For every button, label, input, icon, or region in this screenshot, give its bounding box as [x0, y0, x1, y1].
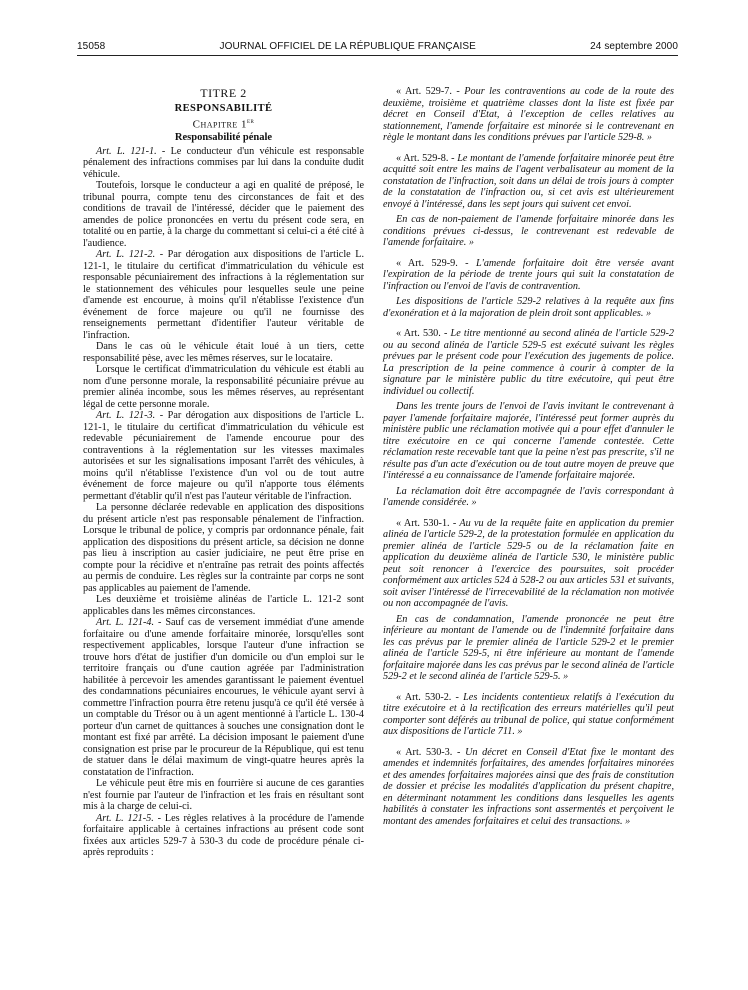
responsabilite-heading: RESPONSABILITÉ	[174, 102, 273, 114]
article-reference: Art. L. 121-4.	[96, 617, 155, 629]
paragraph-text: - Sauf cas de versement immédiat d'une amende forfaitaire ou d'une amende forfaitaire minorée, lorsqu'elles sont respectivement applicables, lorsque l'auteur d'une infraction se trouve hors d'état de justifier d'un domicile ou d'un emploi sur le territoire français ou d'une caution agréée par l'administration habilitée à percevoir les amendes garantissant le paiement éventuel des condamnations pécuniaires encourues, le véhicule ayant servi à commettre l'infraction pourra être retenu jusqu'à ce qu'il été versée à un comptable du Trésor ou à un agent mentionné à l'article L. 130-4 porteur d'un carnet de quittances à souches une consignation dont le montant est fixé par arrêté. La décision imposant le paiement d'une consignation est prise par le procureur de la République, qui est tenu de statuer dans le délai maximum de vingt-quatre heures après la constatation de l'infraction.	[83, 617, 364, 778]
chapitre-sup: er	[246, 117, 255, 125]
titre-heading: TITRE 2	[200, 86, 247, 100]
page-number: 15058	[77, 40, 106, 52]
right-column	[383, 86, 674, 836]
paragraph: Le véhicule peut être mis en fourrière si aucune de ces garanties n'est fournie par l'auteur de l'infraction et les frais en résultant sont mis à la charge de celui-ci.	[83, 778, 364, 813]
article-reference: « Art. 529-7.	[396, 86, 452, 97]
paragraph: Dans les trente jours de l'envoi de l'avis invitant le contrevenant à payer l'amende forfaitaire majorée, l'intéressé peut former auprès du ministère public une réclamation motivée qui a pour effet d'annuler le titre exécutoire en ce qui concerne l'amende contestée. Cette réclamation reste recevable tant que la peine n'est pas prescrite, s'il ne résulte pas d'un acte d'exécution ou de tout autre moyen de preuve que l'intéressé a eu connaissance de l'amende forfaitaire majorée.	[383, 401, 674, 481]
page-header	[77, 38, 678, 54]
article-paragraph	[83, 410, 364, 502]
article-paragraph	[383, 692, 674, 738]
paragraph-text: - Par dérogation aux dispositions de l'article L. 121-1, le titulaire du certificat d'immatriculation du véhicule est responsable pécuniairement des infractions à la réglementation sur le stationnement des véhicules pour lesquelles seule une peine d'amende est encourue, à moins qu'il n'établisse l'existence d'un événement de force majeure ou qu'il ne fournisse des renseignements permettant d'identifier l'auteur véritable de l'infraction.	[83, 249, 364, 341]
paragraph-text: - Les règles relatives à la procédure de l'amende forfaitaire applicable à certaines infractions au présent code sont fixées aux articles 529-7 à 530-3 du code de procédure pénale ci-après reproduits :	[83, 812, 364, 859]
article-paragraph	[383, 747, 674, 828]
article-reference: Art. L. 121-2.	[96, 249, 156, 261]
paragraph-text: - Le titre mentionné au second alinéa de l'article 529-2 ou au second alinéa de l'article 529-5 est exécuté suivant les règles prévues par le présent code pour l'exécution des jugements de police. La prescription de la peine commence à courir à compter de la signature par le ministère public du titre exécutoire, qui peut être individuel ou collectif.	[383, 328, 674, 397]
article-reference: Art. L. 121-5.	[96, 812, 154, 824]
header-rule	[77, 55, 678, 56]
article-reference: « Art. 530-1.	[396, 517, 450, 529]
article-reference: Art. L. 121-1.	[96, 145, 157, 157]
article-paragraph	[383, 153, 674, 211]
publication-date: 24 septembre 2000	[590, 40, 678, 52]
left-column	[83, 86, 364, 859]
section-heading: Responsabilité pénale	[174, 132, 273, 144]
article-reference: « Art. 530.	[396, 328, 441, 339]
paragraph-text: - Pour les contraventions au code de la route des deuxième, troisième et quatrième classes dont la liste est fixée par décret en Conseil d'Etat, à l'exception de celles relatives au stationnement, l'amende forfaitaire est minorée si le contrevenant en règle le montant dans les conditions prévues par l'article 529-8. »	[383, 86, 674, 143]
paragraph: Dans le cas où le véhicule était loué à un tiers, cette responsabilité pèse, avec les mêmes réserves, sur le locataire.	[83, 341, 364, 364]
paragraph-text: - Le montant de l'amende forfaitaire minorée peut être acquitté soit entre les mains de l'agent verbalisateur au moment de la constatation de l'infraction, soit dans un délai de trois jours à compter de la constatation de l'infraction ou, si cet avis est ultérieurement envoyé à l'intéressé, dans les sept jours qui suivent cet envoi.	[383, 152, 674, 210]
article-reference: « Art. 529-9.	[396, 257, 458, 269]
paragraph-text: - Le conducteur d'un véhicule est responsable pénalement des infractions commises par lui dans la conduite dudit véhicule.	[83, 145, 364, 180]
paragraph: Les deuxième et troisième alinéas de l'article L. 121-2 sont applicables dans les mêmes circonstances.	[83, 594, 364, 617]
article-reference: « Art. 530-2.	[396, 691, 452, 703]
article-paragraph	[383, 518, 674, 610]
paragraph: La réclamation doit être accompagnée de l'avis correspondant à l'amende considérée. »	[383, 485, 674, 508]
paragraph: Lorsque le certificat d'immatriculation du véhicule est établi au nom d'une personne morale, la responsabilité pécuniaire prévue au premier alinéa incombe, sous les mêmes réserves, au représentant légal de cette personne morale.	[83, 364, 364, 410]
paragraph-text: - Les incidents contentieux relatifs à l'exécution du titre exécutoire et à la rectification des erreurs matérielles qu'il peut comporter sont déférés au tribunal de police, qui statue conformément aux dispositions de l'article 711. »	[383, 691, 674, 737]
paragraph: Les dispositions de l'article 529-2 relatives à la requête aux fins d'exonération et à la majoration de plein droit sont applicables. »	[383, 296, 674, 319]
chapitre-label: Chapitre 1	[192, 118, 247, 131]
article-paragraph	[83, 146, 364, 181]
paragraph-text: - Par dérogation aux dispositions de l'article L. 121-1, le titulaire du certificat d'immatriculation du véhicule est redevable pécuniairement de l'amende encourue pour des contraventions à la réglementation sur les vitesses maximales autorisées et sur les signalisations imposant l'arrêt des véhicules, à moins qu'il n'établisse l'existence d'un vol ou de tout autre événement de force majeure ou qu'il n'apporte tous éléments permettant d'établir qu'il n'est pas l'auteur véritable de l'infraction.	[83, 410, 364, 502]
paragraph: En cas de condamnation, l'amende prononcée ne peut être inférieure au montant de l'amende ou de l'indemnité forfaitaire dans les cas prévus par le premier alinéa de l'article 529-2 et le premier alinéa de l'article 529-5, ni être inférieure au montant de l'amende forfaitaire majorée dans les cas prévus par le second alinéa de l'article 529-2 et le second alinéa de l'article 529-5. »	[383, 613, 674, 682]
paragraph-text: - L'amende forfaitaire doit être versée avant l'expiration de la période de trente jours qui suit la constatation de l'infraction ou l'envoi de l'avis de contravention.	[383, 257, 674, 292]
article-reference: « Art. 529-8.	[396, 152, 449, 164]
paragraph: La personne déclarée redevable en application des dispositions du présent article n'est pas responsable pénalement de l'infraction. Lorsque le tribunal de police, y compris par ordonnance pénale, fait application des dispositions du présent article, sa décision ne donne pas lieu à inscription au casier judiciaire, ne peut être prise en compte pour la récidive et n'entraîne pas retrait des points affectés au permis de conduire. Les règles sur la contrainte par corps ne sont pas applicables au paiement de l'amende.	[83, 502, 364, 594]
paragraph-text: - Au vu de la requête faite en application du premier alinéa de l'article 529-2, de la protestation formulée en application du premier alinéa de l'article 529-5 ou de la réclamation faite en application du deuxième alinéa de l'article 530, le ministère public peut soit renoncer à l'exercice des poursuites, soit procéder conformément aux articles 524 à 528-2 ou aux articles 531 et suivants, soit aviser l'intéressé de l'irrecevabilité de la réclamation non motivée ou non accompagnée de l'avis.	[383, 517, 674, 609]
article-reference: Art. L. 121-3.	[96, 410, 156, 422]
article-paragraph	[383, 258, 674, 293]
paragraph-text: - Un décret en Conseil d'Etat fixe le montant des amendes et indemnités forfaitaires, des amendes forfaitaires minorées et des amendes forfaitaires majorées ainsi que des frais de constitution de dossier et précise les modalités d'application du présent chapitre, en déterminant notamment les conditions dans lesquelles les agents habilités à constater les infractions sont assermentés et perçoivent le montant des amendes forfaitaires et celui des transactions. »	[383, 746, 674, 827]
article-paragraph	[83, 617, 364, 778]
article-paragraph	[383, 328, 674, 397]
paragraph: En cas de non-paiement de l'amende forfaitaire minorée dans les conditions prévues ci-dessus, le contrevenant est redevable de l'amende forfaitaire. »	[383, 214, 674, 248]
paragraph: Toutefois, lorsque le conducteur a agi en qualité de préposé, le tribunal pourra, compte tenu des circonstances de fait et des conditions de travail de l'intéressé, décider que le paiement des amendes de police prononcées en vertu du présent code sera, en totalité ou en partie, à la charge du commettant si celui-ci a été cité à l'audience.	[83, 180, 364, 249]
chapitre-heading	[83, 116, 364, 131]
article-paragraph	[383, 86, 674, 144]
article-paragraph	[83, 813, 364, 859]
journal-title: JOURNAL OFFICIEL DE LA RÉPUBLIQUE FRANÇAISE	[219, 40, 476, 52]
article-paragraph	[83, 249, 364, 341]
article-reference: « Art. 530-3.	[396, 746, 453, 758]
